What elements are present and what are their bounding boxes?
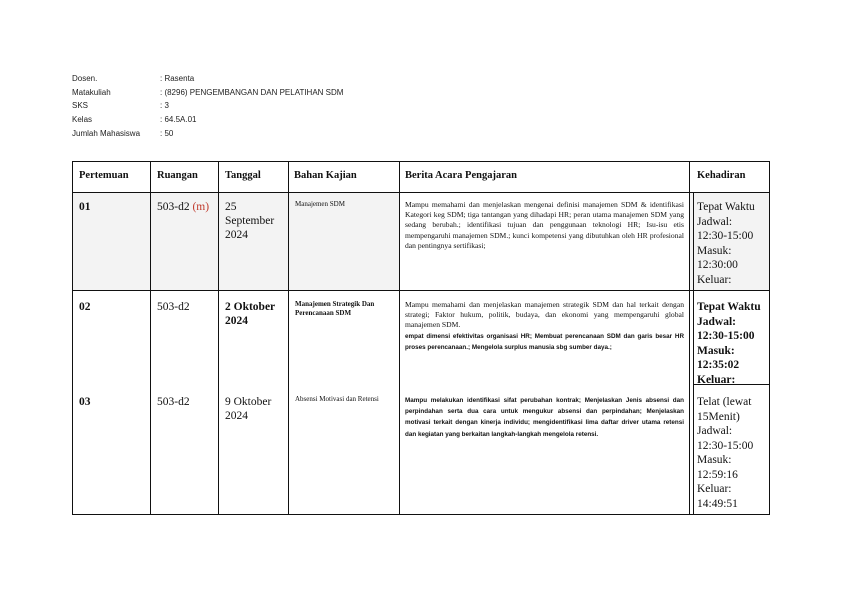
col-divider bbox=[399, 162, 400, 514]
kehadiran-info: Tepat Waktu Jadwal: 12:30-15:00 Masuk: 12:30:00 Keluar: bbox=[697, 201, 755, 286]
pertemuan-number: 02 bbox=[79, 301, 91, 313]
col-divider bbox=[150, 162, 151, 514]
pertemuan-number: 01 bbox=[79, 201, 91, 213]
row-divider bbox=[73, 290, 769, 291]
info-row-kelas: Kelas : 64.5A.01 bbox=[72, 115, 197, 125]
col-divider-double bbox=[693, 193, 694, 514]
ruangan-value: 503-d2 (m) bbox=[157, 201, 210, 213]
berita-acara-text: Mampu memahami dan menjelaskan manajemen strategik SDM dan hal terkait dengan strategi; Faktor hukum, politik, budaya, dan ekonomi yang mempengaruhi global manajemen SDM. empat dimensi efektivitas organisasi HR; Membuat perencanaan SDM dan garis besar HR proses perencanaan.; Mengelola surplus manusia sbg sumber daya.; bbox=[405, 300, 684, 351]
pertemuan-number: 03 bbox=[79, 396, 91, 408]
header-tanggal: Tanggal bbox=[225, 170, 261, 181]
header-ruangan: Ruangan bbox=[157, 170, 198, 181]
tanggal-value: 2 Oktober 2024 bbox=[225, 301, 275, 327]
col-divider bbox=[689, 162, 690, 514]
berita-acara-text: Mampu melakukan identifikasi sifat perubahan kontrak; Menjelaskan Jenis absensi dan perpindahan serta dua cara untuk mengukur absensi dan perpindahan; Menjelaskan motivasi terkait dengan kinerja individu; mengidentifikasi lima daftar driver utama retensi dan kegiatan yang berkaitan langkah-langkah mengelola retensi. bbox=[405, 397, 684, 438]
info-row-sks: SKS : 3 bbox=[72, 101, 169, 111]
bahan-kajian-value: Manajemen Strategik Dan Perencanaan SDM bbox=[295, 300, 375, 317]
course-info bbox=[72, 72, 343, 141]
ruangan-value: 503-d2 bbox=[157, 396, 190, 408]
info-row-matakuliah: Matakuliah : (8296) PENGEMBANGAN DAN PELATIHAN SDM bbox=[72, 87, 344, 97]
col-divider bbox=[218, 162, 219, 514]
bahan-kajian-value: Absensi Motivasi dan Retensi bbox=[295, 395, 379, 403]
tanggal-value: 9 Oktober 2024 bbox=[225, 396, 272, 422]
ruangan-note: (m) bbox=[192, 201, 210, 213]
attendance-table bbox=[72, 161, 770, 515]
kehadiran-info: Tepat Waktu Jadwal: 12:30-15:00 Masuk: 12:35:02 Keluar: bbox=[697, 301, 761, 386]
col-divider bbox=[288, 162, 289, 514]
header-divider bbox=[73, 192, 769, 193]
tanggal-value: 25 September 2024 bbox=[225, 201, 275, 241]
info-row-jumlah-mahasiswa: Jumlah Mahasiswa : 50 bbox=[72, 128, 174, 138]
berita-acara-text: Mampu memahami dan menjelaskan mengenai definisi manajemen SDM & identifikasi Kategori keg SDM; tiga tantangan yang dihadapi HR; peran utama manajemen SDM yang sedang berubah.; identifikasi tujuan dan penggunaan teknologi HR; Isu-isu etis mempengaruhi manajemen SDM.; kunci kompetensi yang dibutuhkan oleh HR profesional dan pentingnya sertifikasi; bbox=[405, 200, 684, 250]
header-kehadiran: Kehadiran bbox=[697, 170, 746, 181]
ruangan-value: 503-d2 bbox=[157, 301, 190, 313]
header-bahan-kajian: Bahan Kajian bbox=[294, 170, 357, 181]
info-row-dosen: Dosen. : Rasenta bbox=[72, 74, 195, 83]
header-berita-acara: Berita Acara Pengajaran bbox=[405, 170, 517, 181]
header-pertemuan: Pertemuan bbox=[79, 170, 129, 181]
kehadiran-info: Telat (lewat 15Menit) Jadwal: 12:30-15:00 Masuk: 12:59:16 Keluar: 14:49:51 bbox=[697, 396, 754, 510]
bahan-kajian-value: Manajemen SDM bbox=[295, 200, 345, 208]
